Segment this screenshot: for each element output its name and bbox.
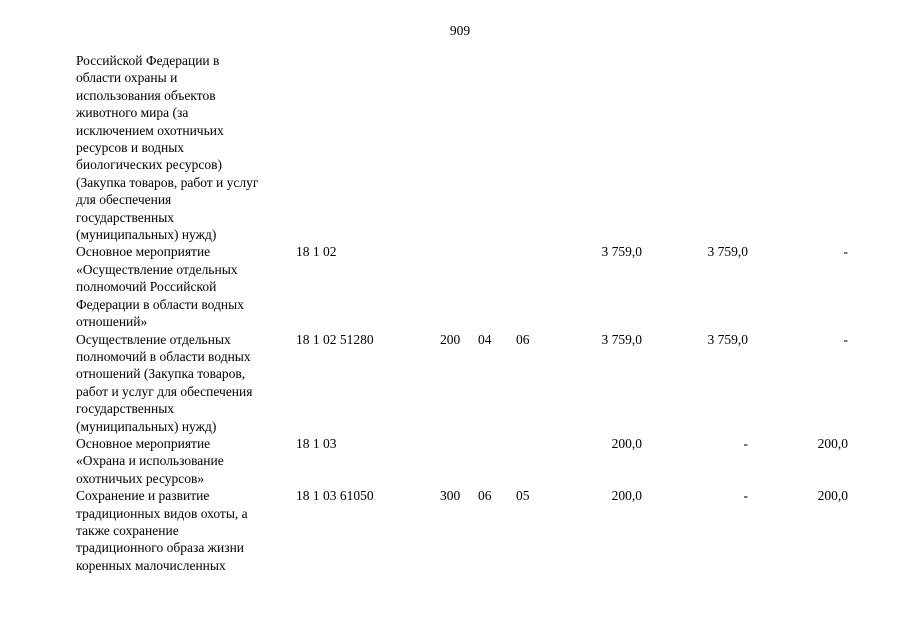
row-regional: - [843, 244, 848, 260]
row-name: Осуществление отдельных полномочий в области водных отношений (Закупка товаров, работ и услуг для обеспечения государственных (муниципальных) нужд) [76, 331, 253, 434]
row-expense-type: 300 [440, 488, 461, 504]
row-regional: 200,0 [817, 488, 848, 504]
row-total: 200,0 [611, 488, 642, 504]
row-regional: - [843, 331, 848, 347]
row-total: 3 759,0 [601, 244, 642, 260]
table-row [0, 243, 905, 330]
row-federal: 3 759,0 [707, 331, 748, 347]
row-target-article: 18 1 02 [296, 244, 337, 260]
row-total: 3 759,0 [601, 331, 642, 347]
row-name: Основное мероприятие «Осуществление отдельных полномочий Российской Федерации в области водных отношений» [76, 244, 244, 330]
row-subsection: 06 [516, 331, 530, 347]
row-target-article: 18 1 02 51280 [296, 331, 374, 347]
row-federal: - [743, 435, 748, 451]
row-expense-type: 200 [440, 331, 461, 347]
row-section: 04 [478, 331, 492, 347]
page-number: 909 [449, 23, 471, 38]
row-target-article: 18 1 03 61050 [296, 488, 374, 504]
row-regional: 200,0 [817, 435, 848, 451]
row-name: Российской Федерации в области охраны и использования объектов животного мира (за исключением охотничьих ресурсов и водных биологических ресурсов) (Закупка товаров, работ и услуг для обеспечения государственных (муниципальных) нужд) [76, 53, 259, 243]
budget-table [0, 52, 905, 574]
row-federal: - [743, 488, 748, 504]
row-total: 200,0 [611, 435, 642, 451]
table-row [0, 487, 905, 574]
table-row [0, 52, 905, 243]
row-name: Основное мероприятие «Охрана и использование охотничьих ресурсов» [76, 435, 224, 486]
row-subsection: 05 [516, 488, 530, 504]
table-row [0, 435, 905, 487]
table-row [0, 331, 905, 435]
row-target-article: 18 1 03 [296, 435, 337, 451]
row-section: 06 [478, 488, 492, 504]
row-name: Сохранение и развитие традиционных видов охоты, а также сохранение традиционного образа жизни коренных малочисленных [76, 488, 248, 573]
row-federal: 3 759,0 [707, 244, 748, 260]
